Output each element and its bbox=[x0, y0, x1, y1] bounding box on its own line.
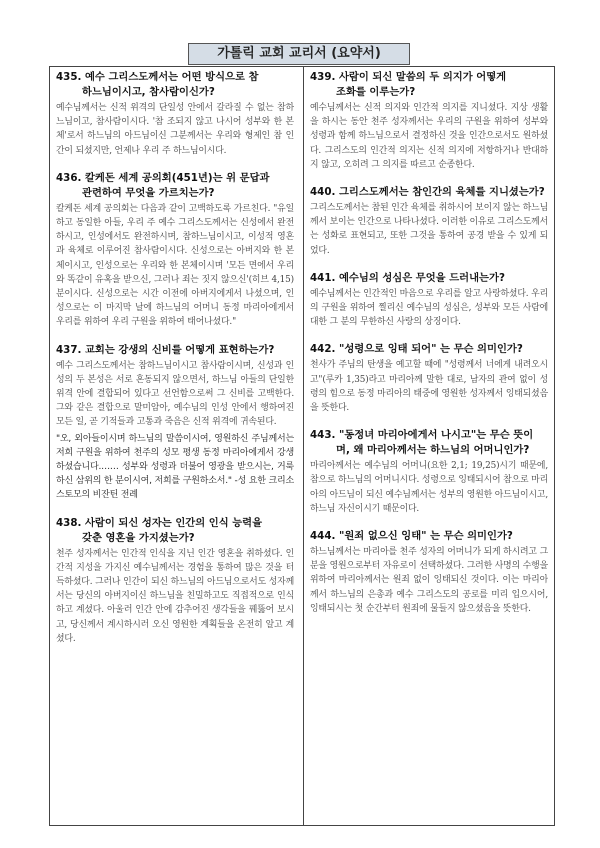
question-line: 435. 예수 그리스도께서는 어떤 방식으로 참 bbox=[56, 71, 259, 83]
question-heading bbox=[56, 70, 294, 100]
answer-text: 예수님께서는 신적 위격의 단일성 안에서 갈라질 수 없는 참하느님이고, 참사람이시다. '참 조되지 않고 나시어 성부와 한 본체'로서 하느님의 아드님이신 그분께서는 우리와 형제인 참 인간이 되셨지만, 언제나 우리 주 하느님이시다. bbox=[56, 103, 294, 156]
question-line: 444. "원죄 없으신 잉태" 는 무슨 의미인가? bbox=[310, 530, 513, 543]
qa-item-444 bbox=[310, 529, 548, 616]
question-heading bbox=[310, 428, 548, 458]
qa-item-441 bbox=[310, 271, 548, 330]
liturgy-quote: "오, 외아들이시며 하느님의 말씀이시여, 영원하신 주님께서는 저희 구원을 위하여 천주의 성모 평생 동정 마리아에게서 강생하셨습니다.…… 성부와 성령과 더불어 영광을 받으시는, 거룩하신 삼위의 한 분이시여, 저희를 구원하소서." -성 요한 크리소스토모의 비잔틴 전례 bbox=[56, 433, 294, 501]
question-heading bbox=[310, 185, 548, 200]
right-column bbox=[310, 70, 548, 822]
qa-item-435 bbox=[56, 70, 294, 158]
page-title: 가톨릭 교회 교리서 (요약서) bbox=[188, 43, 410, 65]
question-line: 441. 예수님의 성심은 무엇을 드러내는가? bbox=[310, 271, 505, 284]
question-line: 조화를 이루는가? bbox=[336, 86, 416, 98]
qa-item-436 bbox=[56, 171, 294, 330]
question-heading bbox=[56, 343, 294, 358]
left-column bbox=[56, 70, 294, 822]
qa-item-443 bbox=[310, 428, 548, 516]
answer-text: 예수님께서는 신적 의지와 인간적 의지를 지니셨다. 지상 생활을 하시는 동안 천주 성자께서는 우리의 구원을 위하여 성부와 성령과 함께 하느님으로서 결정하신 것을 인간으로서도 원하셨다. 그리스도의 인간적 의지는 신적 의지에 저항하거나 반대하지 않고, 오히려 그 의지를 따르고 순종한다. bbox=[310, 103, 548, 170]
answer-text: 그리스도께서는 참된 인간 육체를 취하시어 보이지 않는 하느님께서 보이는 인간으로 나타나셨다. 이러한 이유로 그리스도께서는 성화로 표현되고, 또한 그것을 통하여 공경 받을 수 있게 되었다. bbox=[310, 203, 548, 256]
answer-text: 천주 성자께서는 인간적 인식을 지닌 인간 영혼을 취하셨다. 인간적 지성을 가지신 예수님께서는 경험을 통하여 많은 것을 터득하셨다. 그러나 인간이 되신 하느님의 아드님으로서도 성자께서는 당신의 아버지이신 하느님을 친밀하고도 직접적으로 인식하고 계셨다. 아울러 인간 안에 감추어진 생각들을 꿰뚫어 보시고, 당신께서 계시하시러 오신 영원한 계획들을 온전히 알고 계셨다. bbox=[56, 548, 294, 644]
question-line: 437. 교회는 강생의 신비를 어떻게 표현하는가? bbox=[56, 343, 275, 356]
answer-text: 마리아께서는 예수님의 어머니(요한 2,1; 19,25)시기 때문에, 참으로 하느님의 어머니시다. 성령으로 잉태되시어 참으로 마리아의 아드님이 되신 예수님께서는 성부의 영원한 아드님이시고, 하느님 자신이시기 때문이다. bbox=[310, 461, 548, 514]
answer-text: 칼케돈 세계 공의회는 다음과 같이 고백하도록 가르친다. "유일하고 동일한 아들, 우리 주 예수 그리스도께서는 신성에서 완전하시고, 인성에서도 완전하시며, 참하느님이시고, 이성적 영혼과 육체로 이루어진 참사람이시다. 신성으로는 아버지와 한 본체이시고, 인성으로는 우리와 한 본체이시며 '모든 면에서 우리와 똑같이 유혹을 받으신, 그러나 죄는 짓지 않으신'(히브 4,15) 분이시다. 신성으로는 시간 이전에 아버지에게서 나셨으며, 인성으로는 이 마지막 날에 하느님의 어머니 동정 마리아에게서 우리를 위하여 우리 구원을 위하여 태어나셨다." bbox=[56, 203, 294, 328]
question-heading bbox=[310, 271, 548, 286]
question-line: 갖춘 영혼을 가지셨는가? bbox=[82, 531, 195, 544]
question-line: 하느님이시고, 참사람이신가? bbox=[82, 86, 215, 98]
answer-text: 하느님께서는 마리아를 천주 성자의 어머니가 되게 하시려고 그분을 영원으로부터 자유로이 선택하셨다. 그러한 사명의 수행을 위하여 마리아께서는 원죄 없이 잉태되신 것이다. 이는 마리아께서 하느님의 은총과 예수 그리스도의 공로를 미리 입으시어, 잉태되시는 첫 순간부터 원죄에 물들지 않으셨음을 뜻한다. bbox=[310, 547, 548, 614]
answer-text: 천사가 주님의 탄생을 예고할 때에 "성령께서 너에게 내려오시고"(루카 1,35)라고 마리아께 말한 대로, 남자의 관여 없이 성령의 힘으로 동정 마리아의 태중에 영원한 성자께서 잉태되셨음을 뜻한다. bbox=[310, 360, 548, 414]
question-heading bbox=[310, 342, 548, 357]
column-divider bbox=[303, 66, 304, 826]
question-heading bbox=[310, 529, 548, 544]
question-line: 438. 사람이 되신 성자는 인간의 인식 능력을 bbox=[56, 516, 263, 529]
question-line: 443. "동정녀 마리아에게서 나시고"는 무슨 뜻이 bbox=[310, 429, 534, 442]
qa-item-438 bbox=[56, 516, 294, 646]
question-line: 며, 왜 마리아께서는 하느님의 어머니인가? bbox=[336, 444, 530, 457]
question-heading bbox=[56, 516, 294, 546]
question-heading bbox=[310, 70, 548, 100]
question-line: 440. 그리스도께서는 참인간의 육체를 지니셨는가? bbox=[310, 186, 545, 199]
question-line: 관련하여 무엇을 가르치는가? bbox=[82, 186, 215, 199]
question-line: 436. 칼케돈 세계 공의회(451년)는 위 문답과 bbox=[56, 171, 270, 184]
question-line: 442. "성령으로 잉태 되어" 는 무슨 의미인가? bbox=[310, 343, 523, 356]
qa-item-437 bbox=[56, 343, 294, 503]
qa-item-439 bbox=[310, 70, 548, 172]
answer-text: 예수님께서는 인간적인 마음으로 우리를 알고 사랑하셨다. 우리의 구원을 위하여 찔리신 예수님의 성심은, 성부와 모든 사람에 대한 그 분의 무한하신 사랑의 상징이다. bbox=[310, 288, 548, 328]
answer-text: 예수 그리스도께서는 참하느님이시고 참사람이시며, 신성과 인성의 두 본성은 서로 혼동되지 않으면서, 하느님 아들의 단일한 위격 안에 결합되어 있다고 선언함으로써 그 신비를 고백한다. 그와 같은 결합으로 말미암아, 예수님의 인성 안에서 행하여진 모든 일, 곧 기적들과 고통과 죽음은 신적 위격에 귀속된다. bbox=[56, 360, 294, 428]
question-heading bbox=[56, 171, 294, 201]
qa-item-442 bbox=[310, 342, 548, 415]
question-line: 439. 사람이 되신 말씀의 두 의지가 어떻게 bbox=[310, 71, 507, 83]
qa-item-440 bbox=[310, 185, 548, 258]
